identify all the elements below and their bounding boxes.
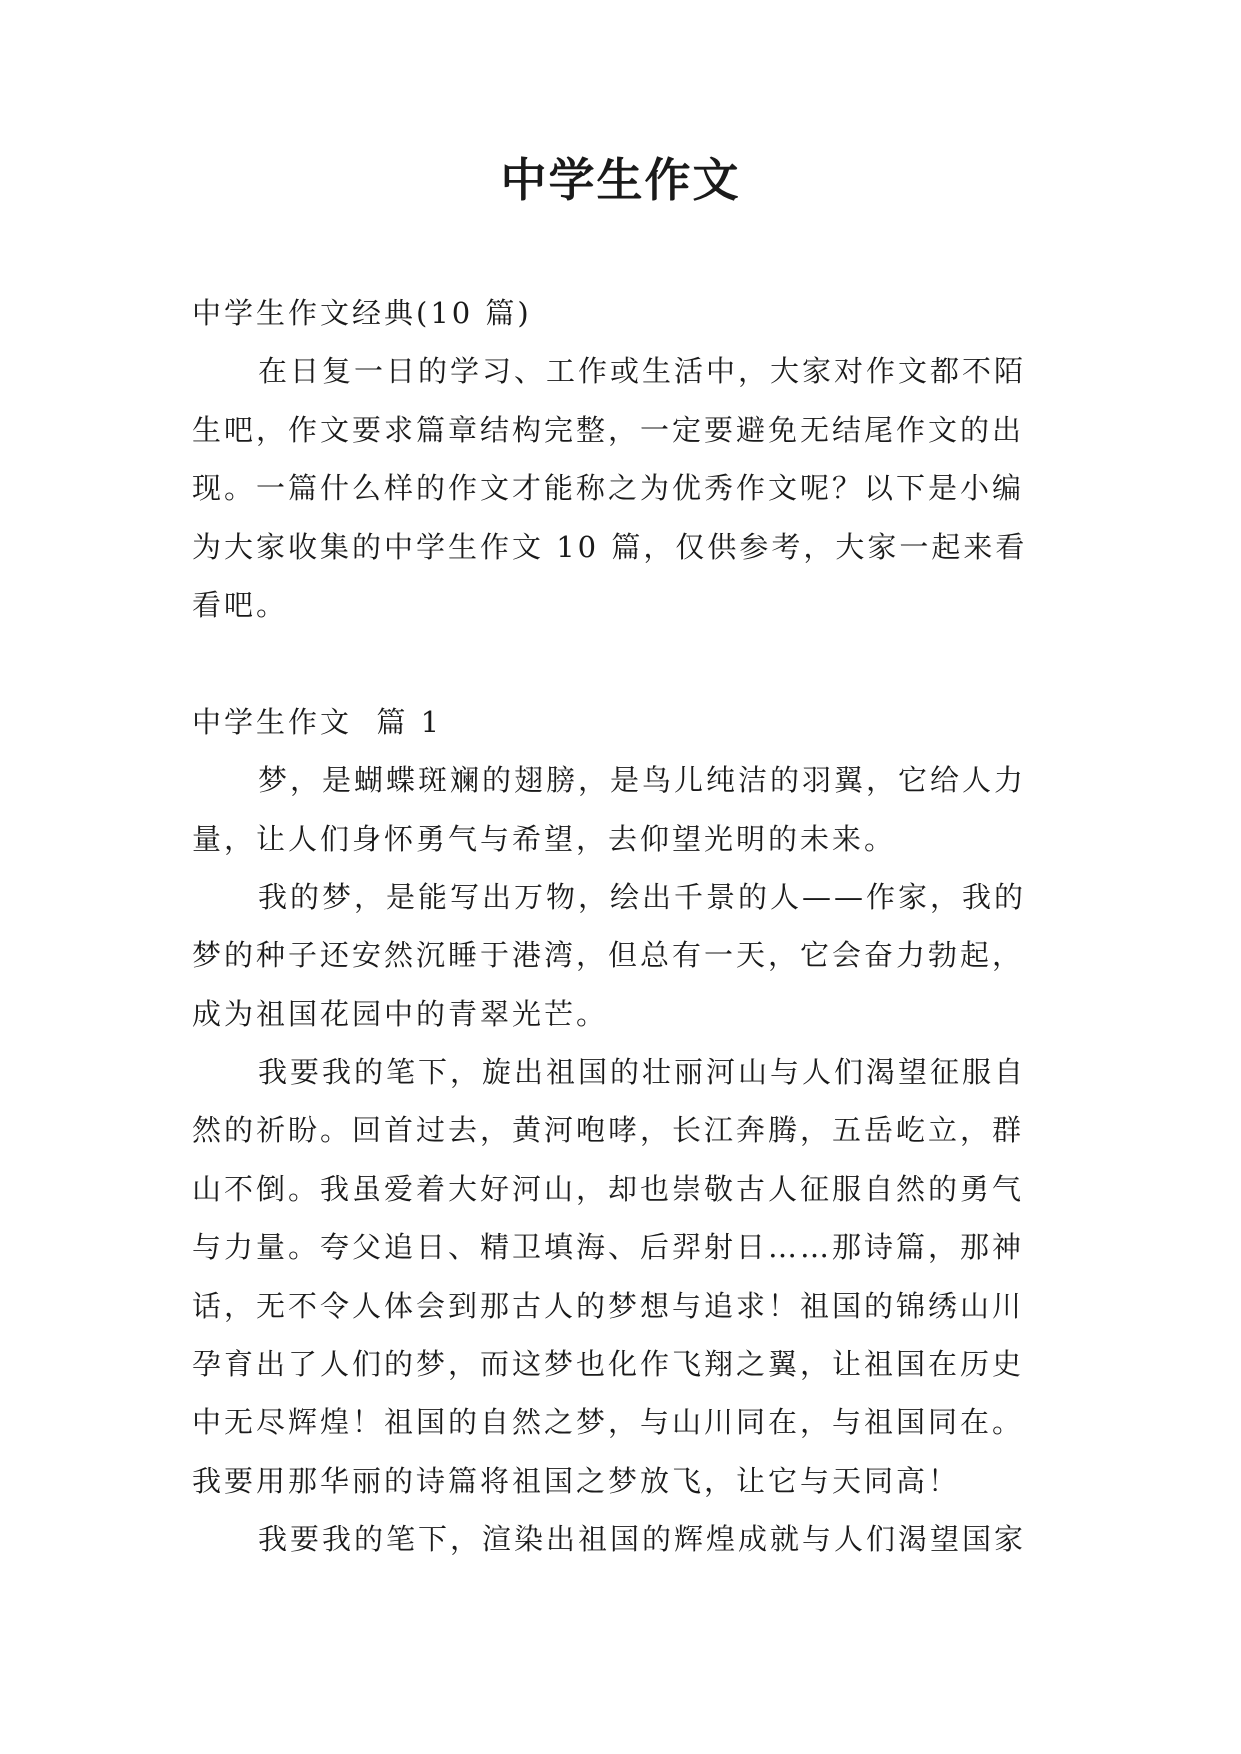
essay-heading: 中学生作文 篇 1	[192, 704, 443, 739]
paragraph-line: 我的梦，是能写出万物，绘出千景的人——作家，我的	[258, 879, 1027, 914]
document-body	[192, 284, 1062, 1569]
paragraph-line: 生吧，作文要求篇章结构完整，一定要避免无结尾作文的出	[192, 412, 1025, 447]
paragraph-line: 成为祖国花园中的青翠光芒。	[192, 996, 609, 1031]
paragraph-line: 山不倒。我虽爱着大好河山，却也崇敬古人征服自然的勇气	[192, 1171, 1025, 1206]
paragraph-line: 孕育出了人们的梦，而这梦也化作飞翔之翼，让祖国在历史	[192, 1347, 1025, 1382]
paragraph-line: 梦的种子还安然沉睡于港湾，但总有一天，它会奋力勃起，	[192, 938, 1025, 973]
intro-paragraph	[192, 342, 1062, 634]
paragraph-line: 我要我的笔下，旋出祖国的壮丽河山与人们渴望征服自	[258, 1055, 1027, 1090]
paragraph-line: 看吧。	[192, 587, 289, 622]
paragraph-line: 与力量。夸父追日、精卫填海、后羿射日……那诗篇，那神	[192, 1230, 1025, 1265]
paragraph-line: 在日复一日的学习、工作或生活中，大家对作文都不陌	[258, 354, 1027, 389]
paragraph-line: 我要用那华丽的诗篇将祖国之梦放飞，让它与天同高！	[192, 1463, 961, 1498]
section-spacer	[192, 634, 1062, 692]
paragraph-line: 量，让人们身怀勇气与希望，去仰望光明的未来。	[192, 821, 897, 856]
paragraph-line: 话，无不令人体会到那古人的梦想与追求！祖国的锦绣山川	[192, 1288, 1025, 1323]
paragraph-line: 为大家收集的中学生作文 10 篇，仅供参考，大家一起来看	[192, 529, 1028, 564]
essay-paragraph-2	[192, 868, 1062, 1043]
collection-heading: 中学生作文经典(10 篇)	[192, 296, 532, 330]
essay-paragraph-4	[192, 1510, 1062, 1568]
paragraph-line: 我要我的笔下，渲染出祖国的辉煌成就与人们渴望国家	[258, 1522, 1027, 1557]
paragraph-line: 中无尽辉煌！祖国的自然之梦，与山川同在，与祖国同在。	[192, 1405, 1025, 1440]
essay-paragraph-1	[192, 751, 1062, 868]
essay-paragraph-3	[192, 1043, 1062, 1510]
paragraph-line: 然的祈盼。回首过去，黄河咆哮，长江奔腾，五岳屹立，群	[192, 1113, 1025, 1148]
paragraph-line: 梦，是蝴蝶斑斓的翅膀，是鸟儿纯洁的羽翼，它给人力	[258, 763, 1027, 798]
paragraph-line: 现。一篇什么样的作文才能称之为优秀作文呢？以下是小编	[192, 471, 1025, 506]
document-title: 中学生作文	[500, 153, 741, 207]
